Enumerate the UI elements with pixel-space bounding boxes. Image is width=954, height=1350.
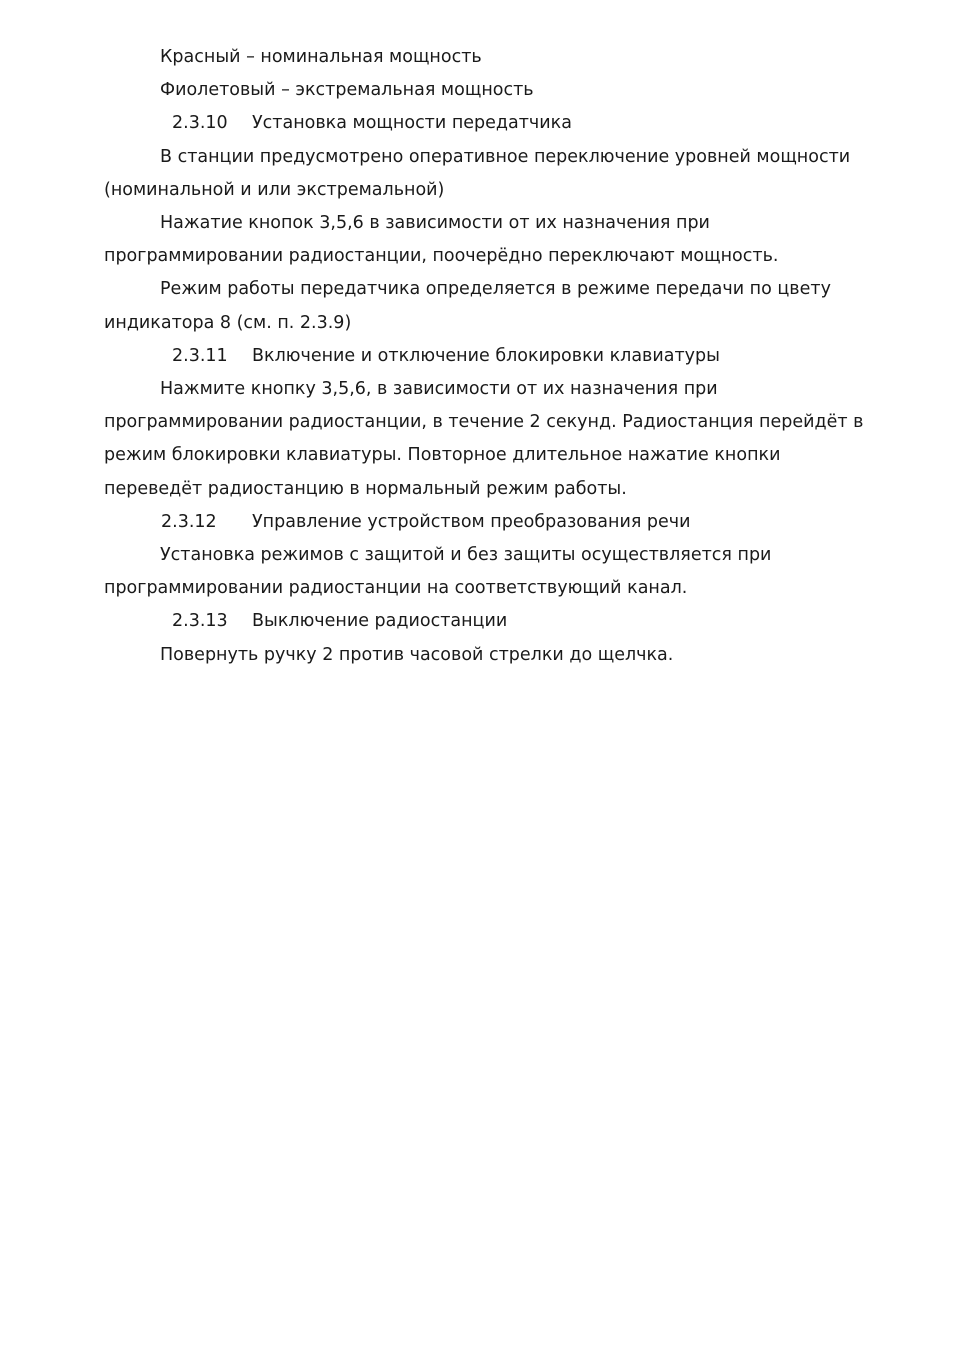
paragraph: Нажатие кнопок 3,5,6 в зависимости от их назначения при программировании радиостанции, поочерёдно переключают мощность. bbox=[104, 213, 779, 267]
document-body bbox=[104, 41, 876, 672]
section-title: Выключение радиостанции bbox=[252, 611, 508, 632]
section-title: Установка мощности передатчика bbox=[252, 113, 572, 134]
paragraph: Режим работы передатчика определяется в режиме передачи по цвету индикатора 8 (см. п. 2.3.9) bbox=[104, 279, 831, 333]
legend-violet: Фиолетовый – экстремальная мощность bbox=[160, 80, 534, 101]
section-title: Управление устройством преобразования речи bbox=[252, 511, 691, 532]
section-number: 2.3.13 bbox=[172, 611, 228, 632]
section-number: 2.3.11 bbox=[172, 345, 228, 366]
paragraph: В станции предусмотрено оперативное переключение уровней мощности (номинальной и или экстремальной) bbox=[104, 146, 851, 200]
legend-red: Красный – номинальная мощность bbox=[160, 47, 482, 67]
paragraph: Повернуть ручку 2 против часовой стрелки до щелчка. bbox=[160, 644, 674, 665]
section-heading-2-3-13 bbox=[104, 605, 876, 638]
section-title: Включение и отключение блокировки клавиатуры bbox=[252, 345, 720, 366]
section-heading-2-3-11 bbox=[104, 340, 876, 373]
section-number: 2.3.10 bbox=[172, 113, 228, 134]
paragraph: Нажмите кнопку 3,5,6, в зависимости от их назначения при программировании радиостанции, в течение 2 секунд. Радиостанция перейдёт в режим блокировки клавиатуры. Повторное длительное нажатие кнопки переведёт радиостанцию в нормальный режим работы. bbox=[104, 379, 864, 499]
section-heading-2-3-10 bbox=[104, 107, 876, 140]
section-heading-2-3-12 bbox=[104, 506, 876, 539]
section-number: 2.3.12 bbox=[161, 511, 217, 532]
paragraph: Установка режимов с защитой и без защиты осуществляется при программировании радиостанции на соответствующий канал. bbox=[104, 545, 772, 599]
